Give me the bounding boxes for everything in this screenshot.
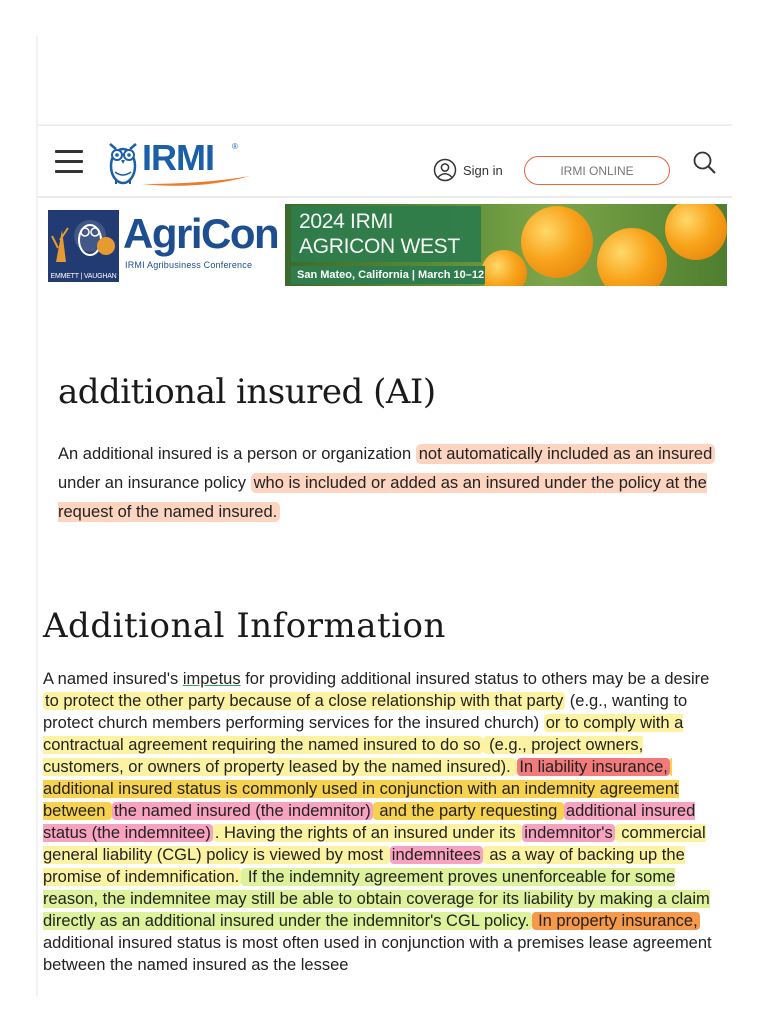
agricon-banner[interactable] xyxy=(47,204,727,286)
section-title: Additional Information xyxy=(43,606,446,646)
orange-fruit-image xyxy=(481,250,527,286)
orange-fruit-image xyxy=(521,206,593,278)
info-highlight: indemnitor's xyxy=(524,824,613,842)
search-icon xyxy=(692,150,718,176)
banner-photo-area xyxy=(285,204,727,286)
info-text: (e.g., wanting to protect church members performing services for the insured church) xyxy=(43,692,688,732)
definition-text: An additional insured is a person or organization xyxy=(58,445,416,463)
orange-fruit-image xyxy=(597,228,667,286)
definition-highlight: who is included or added as an insured under the policy at the request of the named insured. xyxy=(58,474,707,521)
info-highlight: In liability insurance, xyxy=(519,758,668,776)
irmi-online-button[interactable]: IRMI ONLINE xyxy=(524,156,670,185)
user-circle-icon xyxy=(433,158,457,182)
agricon-subtitle: IRMI Agribusiness Conference xyxy=(125,260,253,270)
site-header xyxy=(38,124,732,198)
site-logo[interactable] xyxy=(106,138,252,188)
sign-in-link[interactable] xyxy=(433,158,503,182)
sponsor-label: EMMETT | VAUGHAN xyxy=(50,273,117,280)
additional-info-paragraph xyxy=(43,668,727,976)
page-title: additional insured (AI) xyxy=(58,372,436,412)
banner-brand-area xyxy=(47,204,285,286)
info-text: additional insured status is most often used in conjunction with a premises lease agreement between the named insured as the lessee xyxy=(43,934,712,974)
info-text: for providing additional insured status to others may be a desire xyxy=(240,670,710,688)
info-highlight: additional insured status is commonly used in conjunction with an indemnity agreement between xyxy=(43,758,679,820)
logo-registered-mark: ® xyxy=(232,142,238,151)
search-button[interactable] xyxy=(692,150,718,176)
event-title-box xyxy=(291,206,481,262)
ad-space xyxy=(38,36,732,122)
sponsor-logo-icon xyxy=(48,210,119,270)
info-highlight: (e.g., project owners, customers, or owners of property leased by the named insured). xyxy=(43,736,644,776)
info-highlight: If the indemnity agreement proves unenforceable for some reason, the indemnitee may still be able to obtain coverage for its liability by making a claim directly as an additional insured under the indemnitor's CGL policy. xyxy=(43,868,710,930)
info-text: A named insured's xyxy=(43,670,183,688)
logo-swoosh xyxy=(140,174,252,188)
info-highlight: indemnitees xyxy=(391,846,481,864)
menu-icon[interactable] xyxy=(55,150,83,172)
definition-highlight: not automatically included as an insured xyxy=(416,444,716,464)
event-details: San Mateo, California | March 10–12 xyxy=(291,266,485,284)
info-highlight: commercial general liability (CGL) policy is viewed by most xyxy=(43,824,706,864)
event-title-line2: AGRICON WEST xyxy=(299,235,460,258)
orange-fruit-image xyxy=(665,204,727,260)
logo-text: IRMI xyxy=(142,137,214,178)
term-definition xyxy=(58,440,718,527)
owl-logo-icon xyxy=(106,138,140,188)
event-title-line1: 2024 IRMI xyxy=(299,210,394,233)
info-highlight: additional insured status (the indemnitee) xyxy=(43,802,696,842)
info-highlight: In property insurance, xyxy=(533,912,698,930)
definition-text: under an insurance policy xyxy=(58,474,251,492)
info-highlight: as a way of backing up the promise of indemnification. xyxy=(43,846,685,886)
sign-in-label: Sign in xyxy=(463,162,503,178)
info-highlight: the named insured (the indemnitor) xyxy=(113,802,371,820)
info-highlight: or to comply with a contractual agreement requiring the named insured to do so xyxy=(43,714,684,754)
info-highlight: . Having the rights of an insured under its xyxy=(214,824,521,842)
glossary-link-impetus[interactable]: impetus xyxy=(182,670,241,688)
agricon-title: AgriCon xyxy=(123,210,279,257)
info-highlight: and the party requesting xyxy=(374,802,562,820)
sponsor-badge xyxy=(48,210,119,282)
info-highlight: to protect the other party because of a close relationship with that party xyxy=(45,692,564,710)
